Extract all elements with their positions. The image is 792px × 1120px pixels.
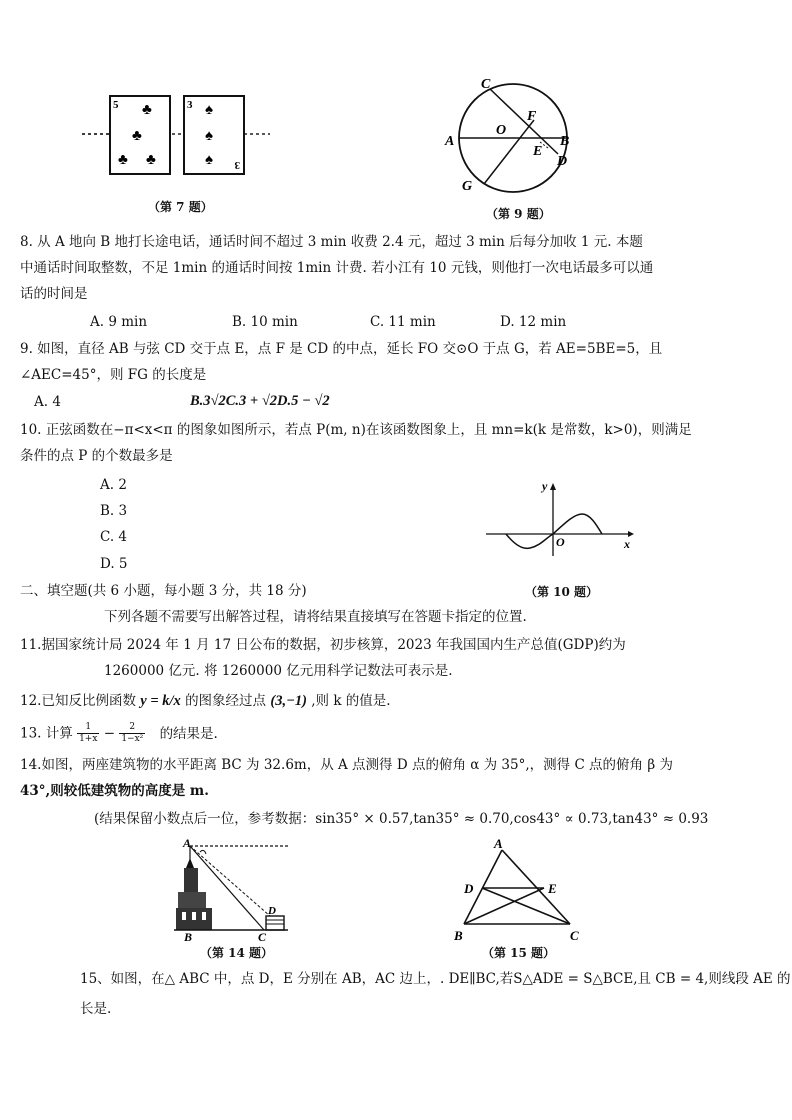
spade-icon: ♠	[205, 128, 213, 144]
q10-option-a: A. 2	[100, 477, 127, 493]
label-E: E	[533, 144, 543, 159]
label-A: A	[494, 836, 503, 851]
figure-7	[80, 92, 280, 182]
section2-instruction: 下列各题不需要写出解答过程，请将结果直接填写在答题卡指定的位置.	[104, 609, 527, 625]
q8-option-c: C. 11 min	[370, 314, 436, 330]
card2-rank: 3	[187, 99, 193, 111]
label-A: A	[183, 838, 192, 850]
q13-frac2-num: 2	[119, 722, 145, 734]
q15-line2: 长是.	[80, 1001, 112, 1017]
label-E: E	[548, 881, 557, 896]
q13-suffix: 的结果是.	[159, 725, 218, 742]
figure-9	[440, 72, 580, 202]
figure-10-caption: （第 10 题）	[525, 585, 599, 599]
q14-line3: (结果保留小数点后一位，参考数据：sin35° × 0.57,tan35° ≈ 0.70,cos43° ∝ 0.73,tan43° ≈ 0.93	[94, 811, 709, 827]
figure-10-drawing	[484, 478, 644, 558]
label-G: G	[462, 179, 473, 194]
q14-line1: 14.如图，两座建筑物的水平距离 BC 为 32.6m，从 A 点测得 D 点的俯角 α 为 35°,，测得 C 点的俯角 β 为	[20, 757, 673, 773]
q8-line2: 中通话时间取整数，不足 1min 的通话时间按 1min 计费. 若小江有 10 元钱，则他打一次电话最多可以通	[20, 260, 654, 276]
q12-prefix: 12.已知反比例函数	[20, 693, 136, 709]
q8-option-a: A. 9 min	[90, 314, 148, 330]
q10-line2: 条件的点 P 的个数最多是	[20, 448, 173, 464]
label-O: O	[496, 123, 507, 138]
label-origin: O	[556, 535, 565, 549]
label-F: F	[527, 109, 537, 124]
q8-option-d: D. 12 min	[500, 314, 567, 330]
label-D: D	[464, 881, 474, 896]
figure-14	[170, 838, 295, 943]
q11-line2: 1260000 亿元. 将 1260000 亿元用科学记数法可表示是.	[104, 663, 453, 679]
figure-15-drawing	[448, 836, 588, 944]
q12-line	[20, 692, 391, 710]
card1-rank: 5	[113, 99, 119, 111]
label-y: y	[542, 479, 548, 493]
q8-option-b: B. 10 min	[232, 314, 298, 330]
card2-rank-bottom: 3	[234, 159, 240, 171]
label-B: B	[454, 928, 463, 943]
club-icon: ♣	[146, 152, 156, 168]
q12-point: (3,−1)	[270, 693, 307, 709]
figure-7-caption: （第 7 题）	[148, 200, 213, 214]
club-icon: ♣	[142, 102, 152, 118]
spade-icon: ♠	[205, 102, 213, 118]
q9-line2: ∠AEC=45°，则 FG 的长度是	[20, 367, 207, 383]
figure-14-caption: （第 14 题）	[200, 946, 274, 960]
q14-line2: 43°,则较低建筑物的高度是 m.	[20, 783, 209, 799]
label-D: D	[557, 154, 568, 169]
q13-fraction-2	[119, 722, 145, 745]
q13-frac1-den: 1+x	[79, 734, 98, 744]
club-icon: ♣	[118, 152, 128, 168]
figure-15	[448, 836, 588, 944]
label-x: x	[624, 537, 630, 551]
club-icon: ♣	[132, 128, 142, 144]
q13-line: 13. 计算 $\frac{1}{1+x}$ − $\frac{2}{\text{1−x²}}$ 的结果是.	[20, 722, 218, 744]
q10-option-c: C. 4	[100, 529, 128, 545]
label-C: C	[481, 77, 491, 92]
label-B: B	[560, 134, 570, 149]
q8-line3: 话的时间是	[20, 286, 88, 302]
figure-10	[484, 478, 644, 558]
label-C: C	[258, 930, 267, 943]
q12-formula: y = k/x	[140, 693, 181, 709]
label-D: D	[268, 905, 276, 917]
figure-14-drawing	[170, 838, 295, 943]
figure-9-drawing	[440, 72, 580, 202]
q13-frac2-den: 1−x²	[121, 734, 144, 744]
q9-line1: 9. 如图，直径 AB 与弦 CD 交于点 E，点 F 是 CD 的中点，延长 FO 交⊙O 于点 G，若 AE=5BE=5，且	[20, 341, 663, 357]
q13-fraction-1	[77, 722, 99, 745]
q9-options-bcd: B.3√2C.3 + √2D.5 − √2	[190, 393, 330, 409]
q8-line1: 8. 从 A 地向 B 地打长途电话，通话时间不超过 3 min 收费 2.4 元，超过 3 min 后每分加收 1 元. 本题	[20, 234, 643, 250]
label-B: B	[184, 930, 193, 943]
q10-line1: 10. 正弦函数在−π<x<π 的图象如图所示，若点 P(m, n)在该函数图象上，且 mn=k(k 是常数，k>0)，则满足	[20, 422, 692, 438]
q10-option-b: B. 3	[100, 503, 128, 519]
q13-prefix: 13. 计算	[20, 725, 73, 742]
figure-9-caption: （第 9 题）	[486, 207, 551, 221]
q12-middle: 的图象经过点	[185, 693, 267, 709]
label-A: A	[445, 134, 455, 149]
figure-15-caption: （第 15 题）	[482, 946, 556, 960]
q13-frac1-num: 1	[77, 722, 99, 734]
q9-option-a: A. 4	[34, 394, 61, 410]
q11-line1: 11.据国家统计局 2024 年 1 月 17 日公布的数据，初步核算，2023 年我国国内生产总值(GDP)约为	[20, 637, 626, 653]
section2-title: 二、填空题(共 6 小题，每小题 3 分，共 18 分)	[20, 583, 307, 599]
figure-7-drawing	[80, 92, 280, 182]
q12-suffix: ,则 k 的值是.	[311, 693, 391, 709]
label-C: C	[570, 928, 579, 943]
q15-line1: 15、如图，在△ ABC 中，点 D，E 分别在 AB，AC 边上，. DE∥BC,若S△ADE = S△BCE,且 CB = 4,则线段 AE 的	[80, 971, 791, 987]
spade-icon: ♠	[205, 152, 213, 168]
q10-option-d: D. 5	[100, 556, 128, 572]
